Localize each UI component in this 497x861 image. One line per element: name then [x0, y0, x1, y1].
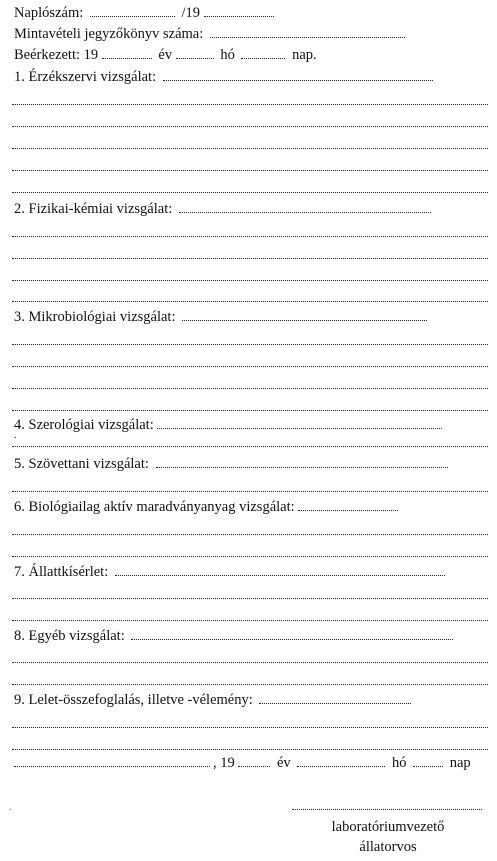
section-4-heading — [14, 416, 445, 434]
section-9-line[interactable] — [12, 727, 488, 728]
date-nap-label: nap — [449, 755, 471, 771]
section-6-label: 6. Biológiailag aktív maradványanyag vizsgálat: — [14, 499, 295, 515]
section-7-field[interactable] — [115, 564, 445, 576]
section-2-line[interactable] — [12, 301, 488, 302]
section-9-label: 9. Lelet-összefoglalás, illetve -vélemény: — [14, 692, 253, 708]
section-4-line[interactable] — [12, 446, 488, 447]
section-3-line[interactable] — [12, 366, 488, 367]
date-ho-label: hó — [391, 755, 407, 771]
section-5-line[interactable] — [12, 491, 488, 492]
minta-number-field[interactable] — [210, 26, 405, 38]
section-5-field[interactable] — [156, 456, 448, 468]
section-1-line[interactable] — [12, 104, 488, 105]
date-ev-label: év — [277, 755, 291, 771]
section-7-line[interactable] — [12, 598, 488, 599]
minta-row — [14, 25, 408, 43]
section-5-label: 5. Szövettani vizsgálat: — [14, 456, 149, 472]
section-2-label: 2. Fizikai-kémiai vizsgálat: — [14, 201, 173, 217]
beerkezett-year-field[interactable] — [102, 47, 152, 59]
section-8-heading — [14, 627, 456, 645]
section-6-line[interactable] — [12, 556, 488, 557]
section-1-line[interactable] — [12, 126, 488, 127]
section-1-field[interactable] — [163, 69, 433, 81]
signature-line[interactable] — [292, 809, 482, 810]
section-2-line[interactable] — [12, 258, 488, 259]
stray-mark: . — [14, 430, 17, 441]
section-9-line[interactable] — [12, 749, 488, 750]
section-3-label: 3. Mikrobiológiai vizsgálat: — [14, 309, 176, 325]
section-4-field[interactable] — [157, 417, 442, 429]
section-2-line[interactable] — [12, 236, 488, 237]
section-1-line[interactable] — [12, 192, 488, 193]
date-nap-field[interactable] — [413, 755, 443, 767]
beerkezett-label: Beérkezett: 19 — [14, 47, 99, 63]
section-3-line[interactable] — [12, 388, 488, 389]
beerkezett-row — [14, 46, 317, 64]
naplo-year-prefix: /19 — [181, 5, 201, 21]
section-7-label: 7. Állattkísérlet: — [14, 564, 109, 580]
signature-role-2: állatorvos — [359, 839, 417, 855]
section-3-field[interactable] — [182, 309, 427, 321]
section-3-heading — [14, 308, 430, 326]
section-8-line[interactable] — [12, 662, 488, 663]
section-3-line[interactable] — [12, 344, 488, 345]
section-9-field[interactable] — [259, 692, 411, 704]
beerkezett-ho-label: hó — [220, 47, 235, 63]
section-6-heading — [14, 498, 401, 516]
date-year-field[interactable] — [238, 755, 270, 767]
section-7-line[interactable] — [12, 620, 488, 621]
section-1-heading — [14, 68, 436, 86]
date-ho-field[interactable] — [297, 755, 385, 767]
section-1-line[interactable] — [12, 148, 488, 149]
section-1-line[interactable] — [12, 170, 488, 171]
naplo-number-field[interactable] — [90, 5, 175, 17]
stray-mark: . — [9, 802, 12, 813]
signature-role-1: laboratóriumvezető — [331, 819, 445, 835]
naplo-row — [14, 4, 277, 22]
beerkezett-ev-label: év — [158, 47, 173, 63]
section-8-field[interactable] — [131, 628, 453, 640]
section-4-label: 4. Szerológiai vizsgálat: — [14, 417, 154, 433]
section-6-field[interactable] — [298, 499, 398, 511]
date-year-prefix: 19 — [220, 755, 235, 771]
section-1-label: 1. Érzékszervi vizsgálat: — [14, 69, 157, 85]
section-8-label: 8. Egyéb vizsgálat: — [14, 628, 125, 644]
section-2-field[interactable] — [179, 201, 431, 213]
beerkezett-ho-field[interactable] — [241, 47, 285, 59]
section-3-line[interactable] — [12, 410, 488, 411]
place-field[interactable] — [14, 755, 210, 767]
place-date-row: , 19 év hó nap — [14, 754, 471, 772]
section-2-line[interactable] — [12, 280, 488, 281]
minta-label: Mintavételi jegyzőkönyv száma: — [14, 26, 204, 42]
section-5-heading — [14, 455, 451, 473]
naplo-label: Naplószám: — [14, 5, 84, 21]
section-8-line[interactable] — [12, 684, 488, 685]
section-7-heading — [14, 563, 448, 581]
section-2-heading — [14, 200, 434, 218]
beerkezett-nap-label: nap. — [292, 47, 317, 63]
beerkezett-ev-field[interactable] — [176, 47, 214, 59]
section-6-line[interactable] — [12, 534, 488, 535]
section-9-heading — [14, 691, 414, 709]
naplo-year-field[interactable] — [204, 5, 274, 17]
